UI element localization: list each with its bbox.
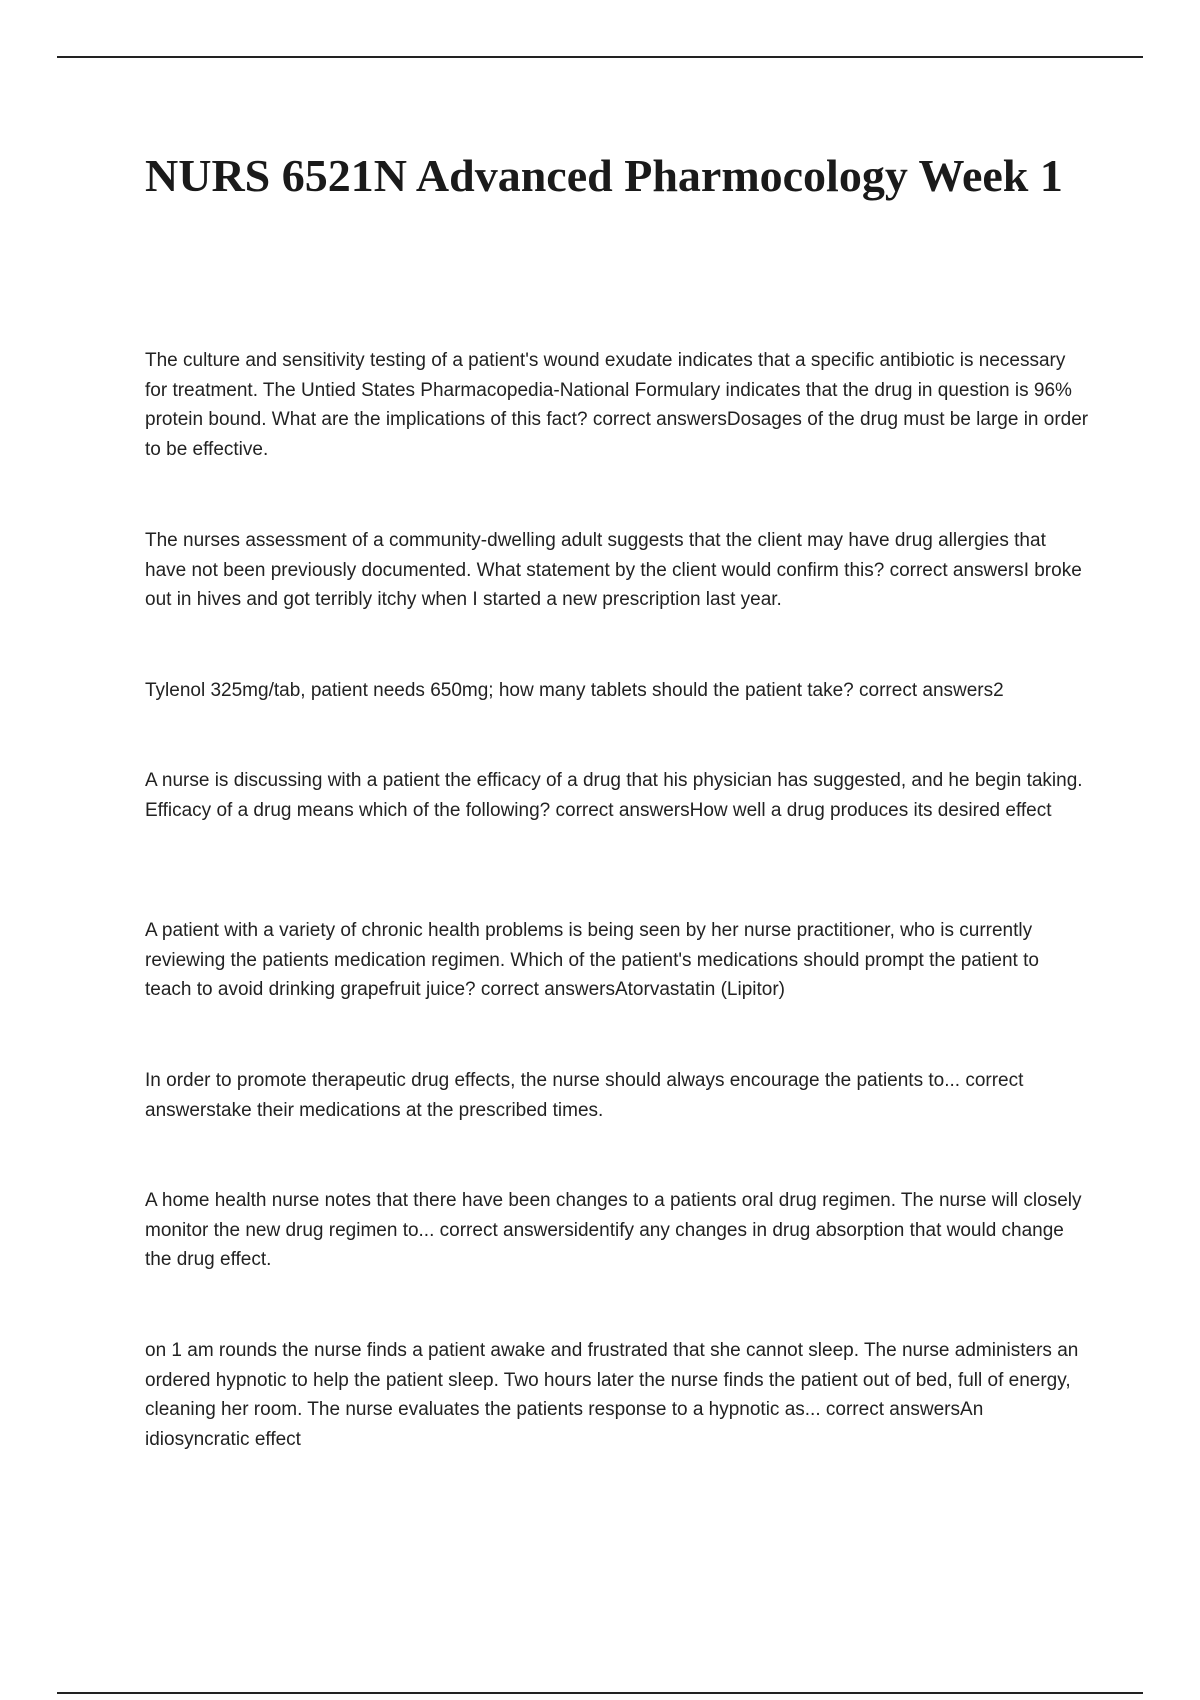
question-text: The culture and sensitivity testing of a patient's wound exudate indicates that a specific antibiotic is necessary for treatment. The Untied States Pharmacopedia-National Formulary indicates that the drug in question is 96% protein bound. What are the implications of this fact?: [145, 350, 1072, 430]
answer-marker: correct answers: [825, 1399, 961, 1420]
qa-entry: [145, 346, 1090, 464]
answer-marker: correct answers: [555, 799, 690, 821]
question-text: A nurse is discussing with a patient the efficacy of a drug that his physician has suggested, and he begin taking. Efficacy of a drug means which of the following?: [145, 770, 1083, 821]
answer-marker: correct answers: [145, 1070, 1024, 1121]
answer-marker: correct answers: [859, 680, 994, 701]
qa-entry: [145, 526, 1090, 615]
qa-entry: [145, 1066, 1090, 1125]
qa-entry: [145, 1336, 1090, 1454]
question-text: A home health nurse notes that there have been changes to a patients oral drug regimen. The nurse will closely monitor the new drug regimen to...: [145, 1190, 1082, 1241]
question-text: on 1 am rounds the nurse finds a patient awake and frustrated that she cannot sleep. The nurse administers an ordered hypnotic to help the patient sleep. Two hours later the nurse finds the patient out of bed, full of energy, cleaning her room. The nurse evaluates the patients response to a hypnotic as...: [145, 1340, 1079, 1420]
answer-marker: correct answers: [480, 979, 615, 1000]
answer-marker: correct answers: [889, 559, 1024, 581]
answer-text: How well a drug produces its desired effect: [689, 799, 1052, 821]
answer-text: identify any changes in drug absorption that would change the drug effect.: [145, 1219, 1064, 1270]
answer-marker: correct answers: [439, 1219, 574, 1241]
question-text: The nurses assessment of a community-dwelling adult suggests that the client may have drug allergies that have not been previously documented. What statement by the client would confirm this?: [145, 530, 1046, 581]
qa-entry: [145, 766, 1090, 825]
answer-text: I broke out in hives and got terribly itchy when I started a new prescription last year.: [145, 559, 1082, 610]
question-text: Tylenol 325mg/tab, patient needs 650mg; how many tablets should the patient take?: [145, 680, 854, 701]
answer-text: 2: [993, 680, 1004, 701]
answer-text: Dosages of the drug must be large in order to be effective.: [145, 409, 1089, 460]
page-title: NURS 6521N Advanced Pharmocology Week 1: [145, 150, 1063, 201]
qa-entry: [145, 1186, 1090, 1275]
question-text: A patient with a variety of chronic health problems is being seen by her nurse practitioner, who is currently reviewing the patients medication regimen. Which of the patient's medications should prompt the patient to teach to avoid drinking grapefruit juice?: [145, 920, 1039, 1000]
answer-marker: correct answers: [592, 409, 727, 430]
footer-rule: [57, 1692, 1143, 1694]
answer-text: take their medications at the prescribed times.: [215, 1099, 604, 1121]
answer-text: Atorvastatin (Lipitor): [614, 979, 785, 1000]
qa-entry: [145, 676, 1090, 706]
question-text: In order to promote therapeutic drug effects, the nurse should always encourage the patients to...: [145, 1070, 961, 1091]
answer-text: An idiosyncratic effect: [145, 1399, 984, 1450]
header-rule: [57, 56, 1143, 58]
qa-entry: [145, 916, 1090, 1005]
